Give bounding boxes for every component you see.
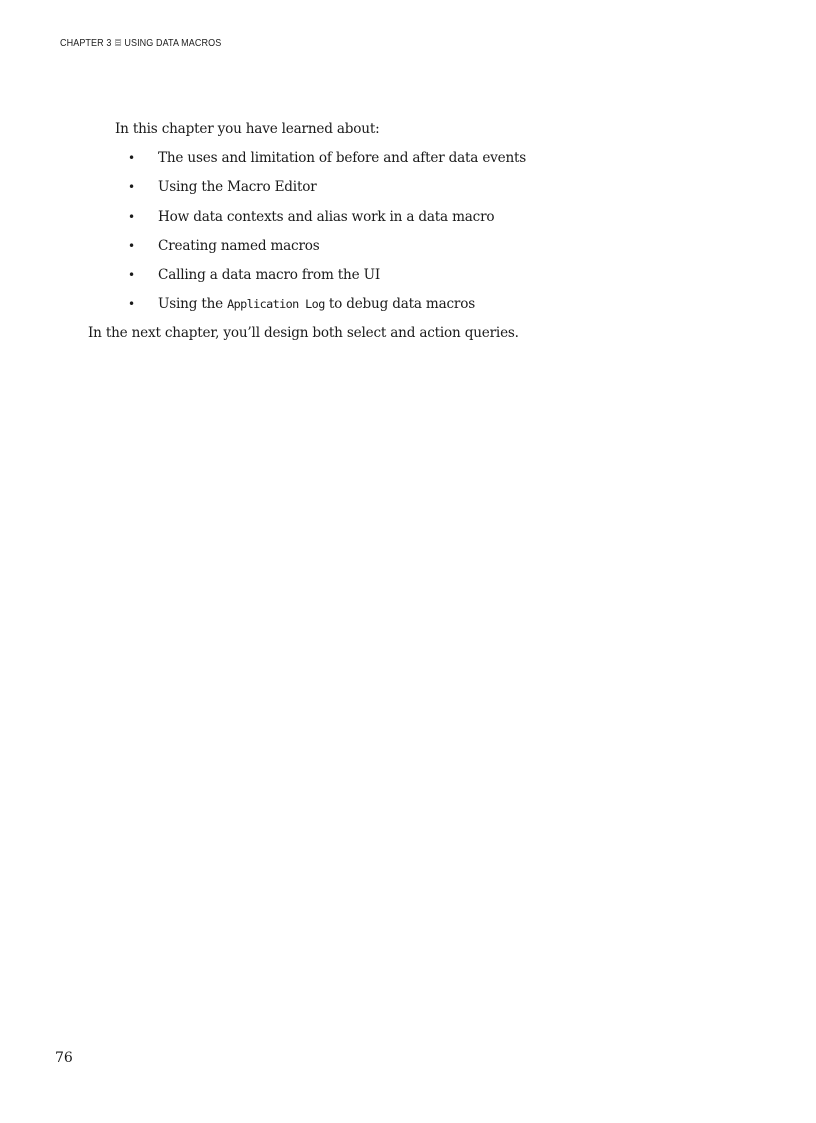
bullet-icon: • [128, 268, 135, 283]
list-item-text: Using the Macro Editor [158, 179, 317, 196]
list-item-text: The uses and limitation of before and after data events [158, 150, 527, 166]
running-header [60, 37, 221, 49]
list-item-text: How data contexts and alias work in a data macro [158, 208, 495, 225]
bullet-icon: • [128, 209, 135, 224]
bullet-icon: • [128, 297, 135, 312]
list-item-text: Creating named macros [158, 237, 320, 254]
summary-intro: In this chapter you have learned about: [115, 121, 380, 137]
chapter-label: CHAPTER 3 [60, 37, 112, 49]
bullet-icon: • [128, 238, 135, 253]
bullet-icon: • [128, 180, 135, 195]
inline-code: Application Log [227, 297, 325, 312]
text-before-code: Using the [158, 296, 228, 313]
separator-icon [115, 39, 121, 46]
closing-paragraph: In the next chapter, you’ll design both select and action queries. [88, 325, 519, 341]
bullet-icon: • [128, 151, 135, 165]
list-item-text [158, 295, 475, 313]
list-item-text: Calling a data macro from the UI [158, 267, 380, 284]
chapter-title: USING DATA MACROS [124, 37, 222, 49]
page-number: 76 [55, 1050, 73, 1066]
text-after-code: to debug data macros [324, 296, 475, 313]
